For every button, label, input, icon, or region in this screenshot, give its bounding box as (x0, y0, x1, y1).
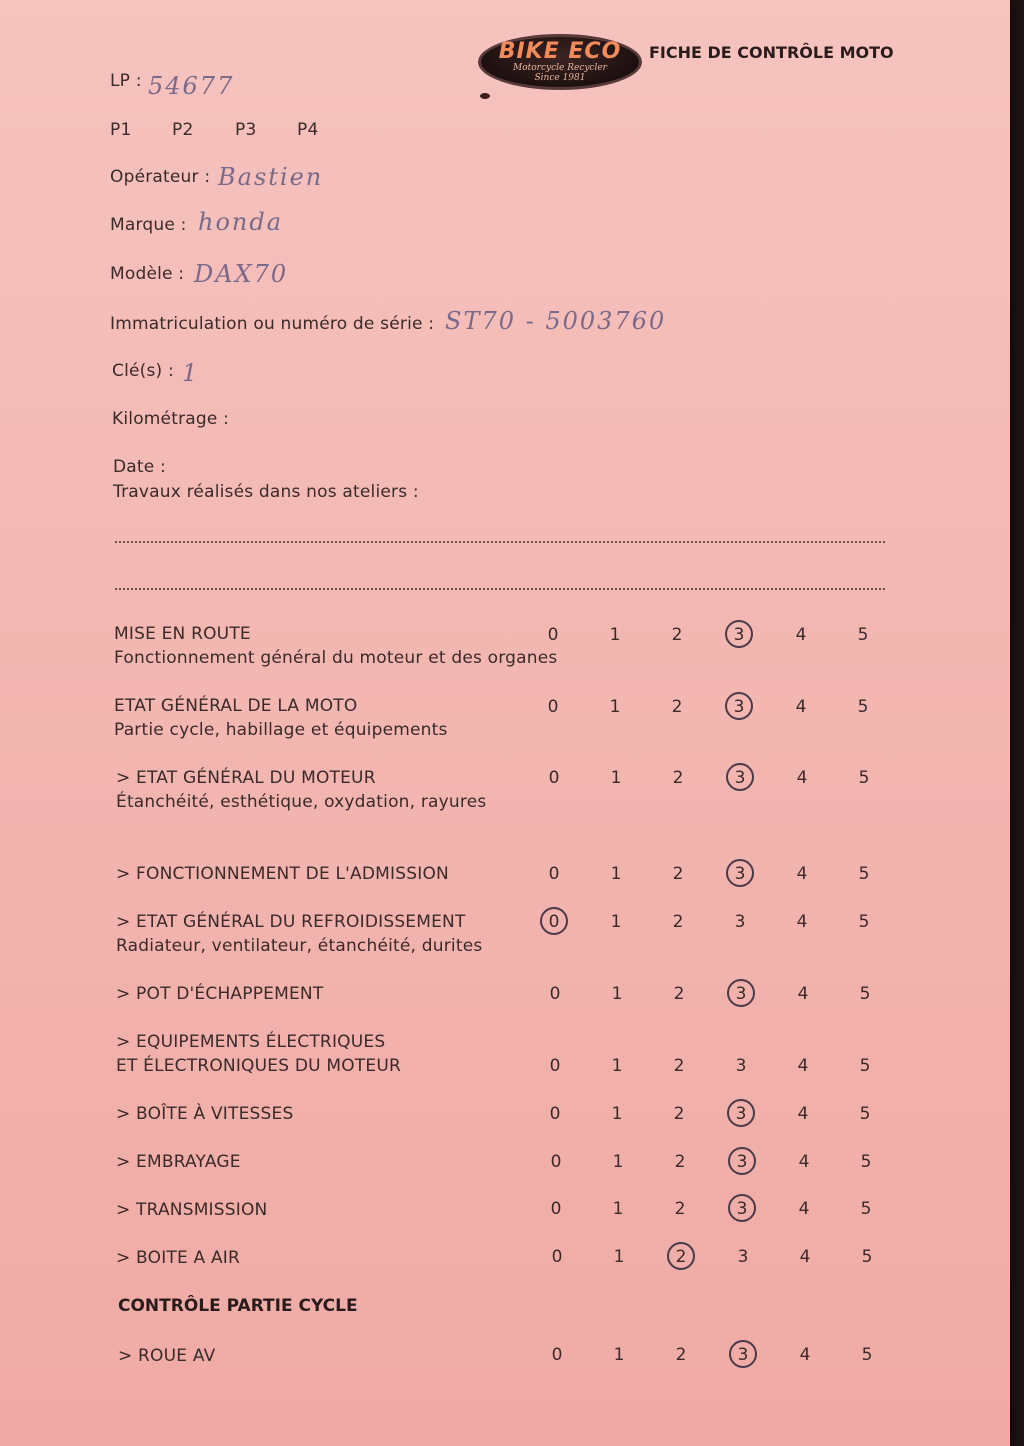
rating-4[interactable]: 4 (798, 1199, 810, 1219)
rating-2[interactable]: 2 (673, 984, 685, 1004)
rating-circle-mark (729, 1340, 757, 1368)
rating-4[interactable]: 4 (798, 1152, 810, 1172)
p-label-2: P2 (172, 120, 194, 140)
rating-3[interactable]: 3 (733, 697, 745, 717)
rating-1[interactable]: 1 (610, 864, 622, 884)
lp-label: LP : (110, 71, 142, 91)
rating-4[interactable]: 4 (795, 625, 807, 645)
rating-1[interactable]: 1 (613, 1247, 625, 1267)
serial-label: Immatriculation ou numéro de série : (110, 314, 435, 334)
mileage-label: Kilométrage : (112, 409, 230, 429)
check-title: ETAT GÉNÉRAL DE LA MOTO (114, 696, 358, 716)
cycle-section-title: CONTRÔLE PARTIE CYCLE (118, 1296, 358, 1316)
logo-brand: BIKE ECO (498, 39, 622, 64)
rating-5[interactable]: 5 (861, 1345, 873, 1365)
check-title: > EQUIPEMENTS ÉLECTRIQUES (116, 1032, 386, 1052)
rating-1[interactable]: 1 (610, 768, 622, 788)
works-line-2 (115, 588, 885, 590)
rating-2[interactable]: 2 (673, 1056, 685, 1076)
rating-4[interactable]: 4 (797, 1104, 809, 1124)
rating-0[interactable]: 0 (551, 1345, 563, 1365)
rating-1[interactable]: 1 (612, 1199, 624, 1219)
rating-1[interactable]: 1 (611, 1056, 623, 1076)
rating-5[interactable]: 5 (857, 625, 869, 645)
check-title: > FONCTIONNEMENT DE L'ADMISSION (116, 864, 449, 884)
check-subtitle: Fonctionnement général du moteur et des organes (114, 648, 558, 668)
p-label-4: P4 (297, 120, 319, 140)
works-label: Travaux réalisés dans nos ateliers : (113, 482, 419, 502)
rating-3[interactable]: 3 (736, 1152, 748, 1172)
lp-value: 54677 (148, 72, 235, 100)
rating-0[interactable]: 0 (549, 1104, 561, 1124)
rating-0[interactable]: 0 (548, 768, 560, 788)
check-title: > TRANSMISSION (116, 1200, 268, 1220)
rating-3[interactable]: 3 (735, 1104, 747, 1124)
check-subtitle: Partie cycle, habillage et équipements (114, 720, 448, 740)
rating-4[interactable]: 4 (796, 864, 808, 884)
rating-2[interactable]: 2 (675, 1247, 687, 1267)
rating-circle-mark (726, 859, 754, 887)
logo-since: Since 1981 (534, 73, 586, 83)
rating-2[interactable]: 2 (672, 768, 684, 788)
document-title: FICHE DE CONTRÔLE MOTO (649, 43, 894, 62)
rating-0[interactable]: 0 (548, 912, 560, 932)
model-label: Modèle : (110, 264, 185, 284)
check-title: > ETAT GÉNÉRAL DU MOTEUR (116, 768, 376, 788)
rating-0[interactable]: 0 (549, 984, 561, 1004)
rating-3[interactable]: 3 (737, 1247, 749, 1267)
rating-5[interactable]: 5 (861, 1247, 873, 1267)
rating-0[interactable]: 0 (549, 1056, 561, 1076)
rating-circle-mark (728, 1194, 756, 1222)
rating-3[interactable]: 3 (734, 864, 746, 884)
rating-5[interactable]: 5 (859, 1104, 871, 1124)
rating-3[interactable]: 3 (734, 912, 746, 932)
rating-4[interactable]: 4 (796, 912, 808, 932)
rating-2[interactable]: 2 (671, 697, 683, 717)
rating-circle-mark (727, 979, 755, 1007)
operator-value: Bastien (218, 163, 324, 191)
check-title: > BOITE A AIR (116, 1248, 241, 1268)
rating-2[interactable]: 2 (674, 1152, 686, 1172)
logo-tagline: Motorcycle Recycler (513, 63, 607, 73)
rating-circle-mark (725, 692, 753, 720)
bike-eco-logo (478, 34, 642, 90)
rating-5[interactable]: 5 (858, 864, 870, 884)
model-value: DAX70 (194, 260, 289, 288)
rating-circle-mark (725, 620, 753, 648)
rating-1[interactable]: 1 (609, 697, 621, 717)
rating-5[interactable]: 5 (860, 1199, 872, 1219)
check-subtitle: Radiateur, ventilateur, étanchéité, durites (116, 936, 483, 956)
rating-1[interactable]: 1 (610, 912, 622, 932)
brand-label: Marque : (110, 215, 187, 235)
rating-circle-mark (667, 1242, 695, 1270)
rating-circle-mark (726, 763, 754, 791)
rating-3[interactable]: 3 (734, 768, 746, 788)
rating-4[interactable]: 4 (795, 697, 807, 717)
rating-0[interactable]: 0 (547, 697, 559, 717)
check-title: MISE EN ROUTE (114, 624, 251, 644)
rating-5[interactable]: 5 (857, 697, 869, 717)
rating-3[interactable]: 3 (735, 984, 747, 1004)
rating-1[interactable]: 1 (611, 1104, 623, 1124)
rating-5[interactable]: 5 (859, 1056, 871, 1076)
rating-0[interactable]: 0 (550, 1152, 562, 1172)
rating-3[interactable]: 3 (736, 1199, 748, 1219)
rating-2[interactable]: 2 (672, 912, 684, 932)
p-label-1: P1 (110, 120, 132, 140)
rating-1[interactable]: 1 (611, 984, 623, 1004)
rating-4[interactable]: 4 (799, 1345, 811, 1365)
check-title: > BOÎTE À VITESSES (116, 1104, 294, 1124)
rating-5[interactable]: 5 (858, 912, 870, 932)
brand-value: honda (198, 208, 284, 236)
rating-circle-mark (728, 1147, 756, 1175)
check-title: > ROUE AV (118, 1346, 216, 1366)
rating-2[interactable]: 2 (675, 1345, 687, 1365)
ink-speck (480, 93, 490, 99)
rating-5[interactable]: 5 (858, 768, 870, 788)
rating-0[interactable]: 0 (547, 625, 559, 645)
rating-4[interactable]: 4 (797, 1056, 809, 1076)
rating-5[interactable]: 5 (860, 1152, 872, 1172)
rating-4[interactable]: 4 (797, 984, 809, 1004)
rating-circle-mark (727, 1099, 755, 1127)
keys-label: Clé(s) : (112, 361, 174, 381)
rating-0[interactable]: 0 (550, 1199, 562, 1219)
rating-0[interactable]: 0 (548, 864, 560, 884)
rating-1[interactable]: 1 (612, 1152, 624, 1172)
keys-value: 1 (182, 359, 200, 387)
rating-2[interactable]: 2 (671, 625, 683, 645)
rating-3[interactable]: 3 (735, 1056, 747, 1076)
operator-label: Opérateur : (110, 167, 211, 187)
rating-2[interactable]: 2 (673, 1104, 685, 1124)
serial-value: ST70 - 5003760 (445, 307, 667, 335)
rating-5[interactable]: 5 (859, 984, 871, 1004)
works-line-1 (115, 541, 885, 543)
rating-4[interactable]: 4 (796, 768, 808, 788)
check-title: > ETAT GÉNÉRAL DU REFROIDISSEMENT (116, 912, 466, 932)
check-subtitle: Étanchéité, esthétique, oxydation, rayures (116, 792, 487, 812)
rating-1[interactable]: 1 (613, 1345, 625, 1365)
rating-4[interactable]: 4 (799, 1247, 811, 1267)
check-subtitle: ET ÉLECTRONIQUES DU MOTEUR (116, 1056, 401, 1076)
rating-0[interactable]: 0 (551, 1247, 563, 1267)
check-title: > EMBRAYAGE (116, 1152, 241, 1172)
rating-1[interactable]: 1 (609, 625, 621, 645)
rating-2[interactable]: 2 (674, 1199, 686, 1219)
rating-2[interactable]: 2 (672, 864, 684, 884)
date-label: Date : (113, 457, 166, 477)
rating-3[interactable]: 3 (733, 625, 745, 645)
rating-circle-mark (540, 907, 568, 935)
rating-3[interactable]: 3 (737, 1345, 749, 1365)
p-label-3: P3 (235, 120, 257, 140)
check-title: > POT D'ÉCHAPPEMENT (116, 984, 324, 1004)
